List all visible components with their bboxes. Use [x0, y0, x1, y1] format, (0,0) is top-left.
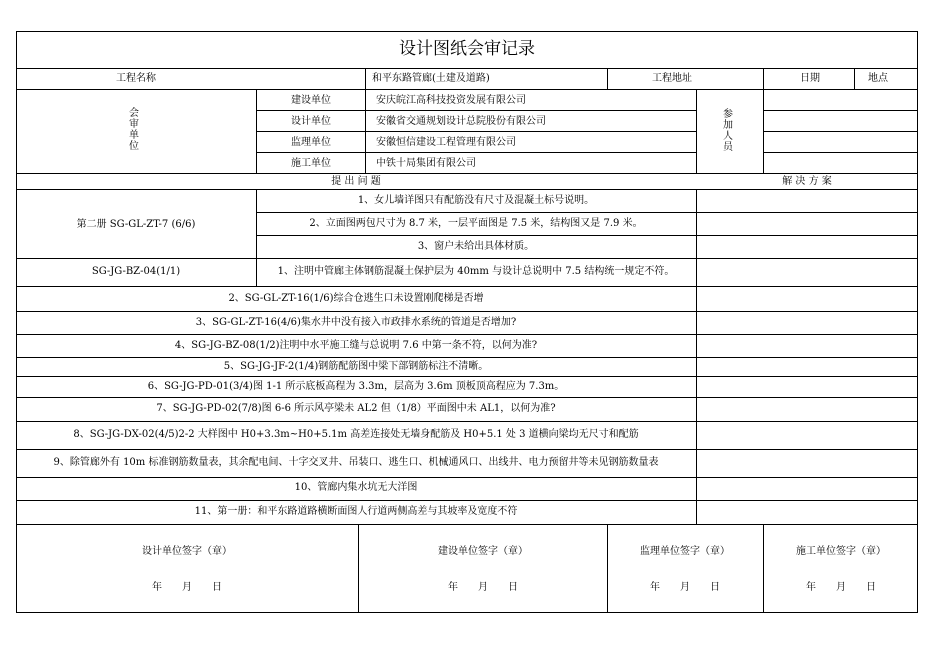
- issue-item: 10、管廊内集水坑无大洋图: [294, 482, 418, 493]
- unit-name: 安徽省交通规划设计总院股份有限公司: [376, 116, 546, 127]
- issues-problem-header: 提 出 问 题: [331, 176, 381, 187]
- issue-item: 6、SG-JG-PD-01(3/4)图 1-1 所示底板高程为 3.3m，层高为 3.6m 顶板顶高程应为 7.3m。: [147, 381, 565, 392]
- issue-item: 3、SG-GL-ZT-16(4/6)集水井中没有接入市政排水系统的管道是否增加?: [195, 317, 517, 328]
- issue-drawing-ref: 第二册 SG-GL-ZT-7 (6/6): [76, 219, 196, 230]
- issue-item: 2、SG-GL-ZT-16(1/6)综合仓逃生口未设置刚爬梯是否增: [228, 293, 484, 304]
- project-name-label: 工程名称: [116, 73, 156, 84]
- participants-label: 参加人员: [723, 109, 733, 153]
- issue-item: 9、除管廊外有 10m 标准钢筋数量表，其余配电间、十字交叉井、吊装口、逃生口、机械通风口、出线井、电力预留井等未见钢筋数量表: [53, 457, 659, 468]
- unit-role: 施工单位: [291, 158, 331, 169]
- unit-name: 中铁十局集团有限公司: [376, 158, 476, 169]
- signature-date: 年 月 日: [650, 582, 720, 593]
- unit-role: 设计单位: [291, 116, 331, 127]
- issue-item: 1、女儿墙详图只有配筋没有尺寸及混凝土标号说明。: [357, 195, 595, 206]
- signature-label: 施工单位签字（章）: [796, 546, 886, 557]
- issue-item: 8、SG-JG-DX-02(4/5)2-2 大样图中 H0+3.3m~H0+5.1m 高差连接处无墙身配筋及 H0+5.1 处 3 道横向梁均无尺寸和配筋: [73, 429, 639, 440]
- place-label: 地点: [868, 73, 888, 84]
- project-address-label: 工程地址: [652, 73, 692, 84]
- issue-item: 7、SG-JG-PD-02(7/8)图 6-6 所示风亭梁未 AL2 但（1/8）平面图中未 AL1，以何为准?: [156, 403, 556, 414]
- signature-label: 建设单位签字（章）: [438, 546, 528, 557]
- issue-item: 11、第一册：和平东路道路横断面图人行道两侧高差与其坡率及宽度不符: [194, 506, 518, 517]
- issue-item: 1、注明中管廊主体钢筋混凝土保护层为 40mm 与设计总说明中 7.5 结构统一规定不符。: [277, 266, 675, 277]
- signature-date: 年 月 日: [806, 582, 876, 593]
- page-title: 设计图纸会审记录: [399, 39, 535, 59]
- issues-solution-header: 解 决 方 案: [782, 176, 832, 187]
- issue-item: 4、SG-JG-BZ-08(1/2)注明中水平施工缝与总说明 7.6 中第一条不符，以何为准?: [174, 340, 538, 351]
- review-units-label: 会审单位: [129, 108, 139, 152]
- issue-item: 5、SG-JG-JF-2(1/4)钢筋配筋图中梁下部钢筋标注不清晰。: [223, 361, 489, 372]
- issue-item: 2、立面图两包尺寸为 8.7 米，一层平面图是 7.5 米，结构图又是 7.9 米。: [309, 218, 643, 229]
- signature-label: 设计单位签字（章）: [142, 546, 232, 557]
- issue-drawing-ref: SG-JG-BZ-04(1/1): [91, 266, 181, 277]
- signature-label: 监理单位签字（章）: [640, 546, 730, 557]
- project-name-value: 和平东路管廊(土建及道路): [372, 73, 490, 84]
- issue-item: 3、窗户未给出具体材质。: [417, 241, 535, 252]
- signature-date: 年 月 日: [152, 582, 222, 593]
- review-record-sheet: [16, 31, 918, 613]
- unit-name: 安徽恒信建设工程管理有限公司: [376, 137, 516, 148]
- signature-date: 年 月 日: [448, 582, 518, 593]
- unit-role: 监理单位: [291, 137, 331, 148]
- unit-role: 建设单位: [291, 95, 331, 106]
- unit-name: 安庆皖江高科技投资发展有限公司: [376, 95, 526, 106]
- date-label: 日期: [800, 73, 820, 84]
